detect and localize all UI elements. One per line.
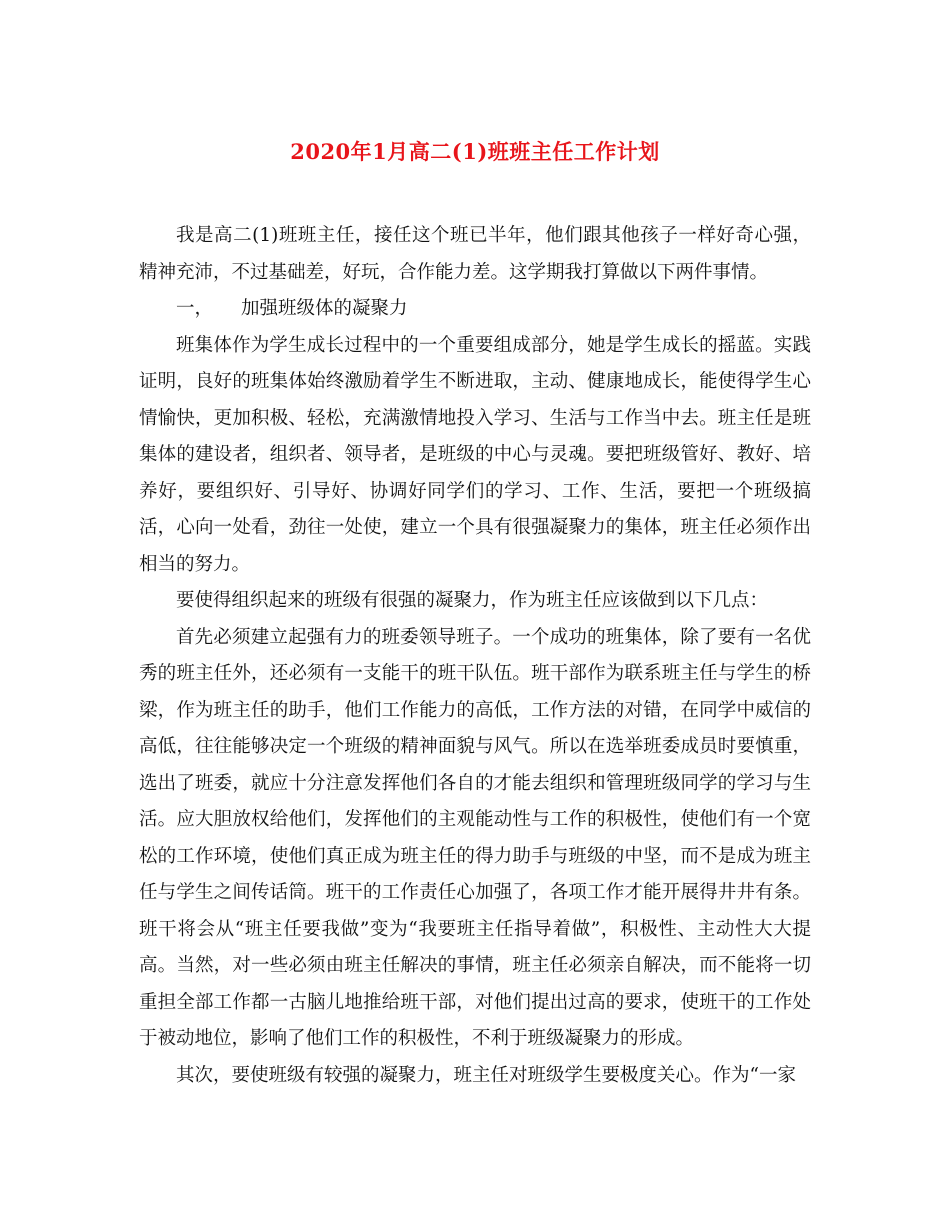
section-heading-text: 加强班级体的凝聚力 — [241, 298, 408, 319]
document-title: 2020年1月高二(1)班班主任工作计划 — [290, 139, 660, 164]
paragraph-intro: 我是高二(1)班班主任，接任这个班已半年，他们跟其他孩子一样好奇心强，精神充沛，不过基础差，好玩，合作能力差。这学期我打算做以下两件事情。 — [139, 225, 811, 283]
section-heading-number: 一， — [176, 298, 214, 319]
paragraph-points-intro: 要使得组织起来的班级有很强的凝聚力，作为班主任应该做到以下几点： — [176, 590, 769, 611]
section-heading — [139, 291, 811, 328]
paragraph-class-collective: 班集体作为学生成长过程中的一个重要组成部分，她是学生成长的摇蓝。实践证明，良好的班集体始终激励着学生不断进取，主动、健康地成长，能使得学生心情愉快，更加积极、轻松，充满激情地投入学习、生活与工作当中去。班主任是班集体的建设者，组织者、领导者，是班级的中心与灵魂。要把班级管好、教好、培养好，要组织好、引导好、协调好同学们的学习、工作、生活，要把一个班级搞活，心向一处看，劲往一处使，建立一个具有很强凝聚力的集体，班主任必须作出相当的努力。 — [139, 334, 811, 575]
paragraph-first-point: 首先必须建立起强有力的班委领导班子。一个成功的班集体，除了要有一名优秀的班主任外，还必须有一支能干的班干队伍。班干部作为联系班主任与学生的桥梁，作为班主任的助手，他们工作能力的高低，工作方法的对错，在同学中威信的高低，往往能够决定一个班级的精神面貌与风气。所以在选举班委成员时要慎重，选出了班委，就应十分注意发挥他们各自的才能去组织和管理班级同学的学习与生活。应大胆放权给他们，发挥他们的主观能动性与工作的积极性，使他们有一个宽松的工作环境，使他们真正成为班主任的得力助手与班级的中坚，而不是成为班主任与学生之间传话筒。班干的工作责任心加强了，各项工作才能开展得井井有条。班干将会从“班主任要我做”变为“我要班主任指导着做”，积极性、主动性大大提高。当然，对一些必须由班主任解决的事情，班主任必须亲自解决，而不能将一切重担全部工作都一古脑儿地推给班干部，对他们提出过高的要求，使班干的工作处于被动地位，影响了他们工作的积极性，不利于班级凝聚力的形成。 — [139, 626, 811, 1049]
paragraph-second-point: 其次，要使班级有较强的凝聚力，班主任对班级学生要极度关心。作为“一家 — [176, 1064, 796, 1086]
document-body — [139, 218, 811, 1094]
